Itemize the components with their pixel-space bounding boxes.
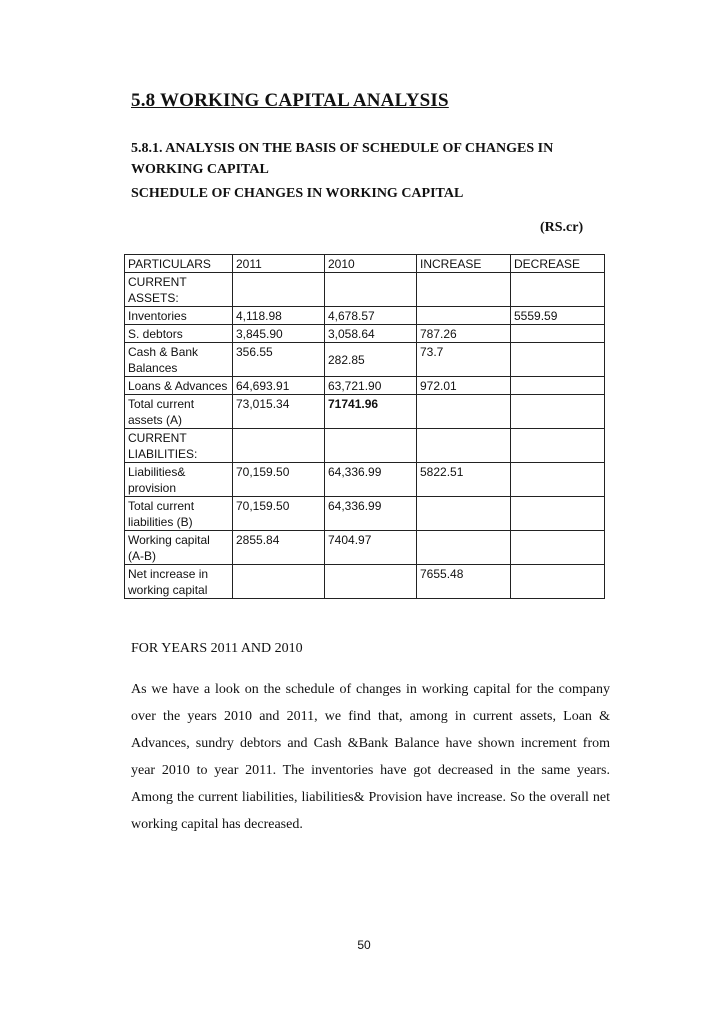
table-row: [125, 497, 605, 531]
row-label: Cash & Bank Balances: [125, 343, 233, 377]
analysis-paragraph: As we have a look on the schedule of changes in working capital for the company over the years 2010 and 2011, we find that, among in current assets, Loan & Advances, sundry debtors and Cash &Bank Balance have shown increment from year 2010 to year 2011. The inventories have got decreased in the same years. Among the current liabilities, liabilities& Provision have increase. So the overall net working capital has decreased.: [131, 682, 610, 832]
cell-decrease: [511, 395, 605, 429]
row-label: Loans & Advances: [125, 377, 233, 395]
table-title: SCHEDULE OF CHANGES IN WORKING CAPITAL: [131, 186, 464, 201]
table-row: [125, 463, 605, 497]
row-label: CURRENT ASSETS:: [125, 273, 233, 307]
cell-increase: 5822.51: [417, 463, 511, 497]
row-label: Liabilities& provision: [125, 463, 233, 497]
cell-2011: 70,159.50: [233, 497, 325, 531]
cell-2011: 4,118.98: [233, 307, 325, 325]
cell-2010: 7404.97: [325, 531, 417, 565]
cell-increase: 73.7: [417, 343, 511, 377]
cell-2010: 4,678.57: [325, 307, 417, 325]
table-row: [125, 565, 605, 599]
cell-decrease: [511, 273, 605, 307]
cell-2010: 64,336.99: [325, 463, 417, 497]
cell-2011: [233, 565, 325, 599]
cell-decrease: [511, 377, 605, 395]
cell-2011: 73,015.34: [233, 395, 325, 429]
cell-2010: 71741.96: [325, 395, 417, 429]
table-row: [125, 429, 605, 463]
row-label: Inventories: [125, 307, 233, 325]
cell-decrease: [511, 497, 605, 531]
cell-2011: [233, 273, 325, 307]
row-label: Net increase in working capital: [125, 565, 233, 599]
cell-increase: 787.26: [417, 325, 511, 343]
period-label: FOR YEARS 2011 AND 2010: [131, 641, 303, 656]
cell-2011: 64,693.91: [233, 377, 325, 395]
cell-2010: 282.85: [325, 343, 417, 377]
cell-decrease: [511, 463, 605, 497]
row-label: Total current assets (A): [125, 395, 233, 429]
cell-increase: [417, 395, 511, 429]
cell-decrease: [511, 429, 605, 463]
table-row: [125, 377, 605, 395]
table-header-row: [125, 255, 605, 273]
subsection-heading: 5.8.1. ANALYSIS ON THE BASIS OF SCHEDULE OF CHANGES IN WORKING CAPITAL: [131, 141, 554, 177]
header-2010: 2010: [325, 255, 417, 273]
header-decrease: DECREASE: [511, 255, 605, 273]
cell-2011: [233, 429, 325, 463]
cell-2010: 64,336.99: [325, 497, 417, 531]
cell-increase: 972.01: [417, 377, 511, 395]
cell-2010: [325, 429, 417, 463]
row-label: Total current liabilities (B): [125, 497, 233, 531]
cell-2011: 70,159.50: [233, 463, 325, 497]
cell-increase: [417, 531, 511, 565]
page-number: 50: [357, 938, 371, 952]
row-label: Working capital (A-B): [125, 531, 233, 565]
cell-2011: 2855.84: [233, 531, 325, 565]
cell-2011: 356.55: [233, 343, 325, 377]
cell-2010: [325, 273, 417, 307]
cell-decrease: [511, 325, 605, 343]
cell-2010: 3,058.64: [325, 325, 417, 343]
table-row: [125, 325, 605, 343]
table-row: [125, 531, 605, 565]
cell-2011: 3,845.90: [233, 325, 325, 343]
header-particulars: PARTICULARS: [125, 255, 233, 273]
working-capital-schedule-table: [124, 254, 605, 599]
cell-decrease: [511, 343, 605, 377]
cell-decrease: [511, 565, 605, 599]
cell-decrease: 5559.59: [511, 307, 605, 325]
cell-decrease: [511, 531, 605, 565]
table-row: [125, 343, 605, 377]
table-row: [125, 273, 605, 307]
table-row: [125, 395, 605, 429]
cell-2010: [325, 565, 417, 599]
row-label: CURRENT LIABILITIES:: [125, 429, 233, 463]
header-2011: 2011: [233, 255, 325, 273]
header-increase: INCREASE: [417, 255, 511, 273]
cell-increase: 7655.48: [417, 565, 511, 599]
section-heading: 5.8 WORKING CAPITAL ANALYSIS: [131, 90, 449, 111]
table-row: [125, 307, 605, 325]
cell-increase: [417, 273, 511, 307]
cell-increase: [417, 497, 511, 531]
cell-2010: 63,721.90: [325, 377, 417, 395]
cell-increase: [417, 307, 511, 325]
unit-label: (RS.cr): [540, 220, 584, 235]
cell-increase: [417, 429, 511, 463]
row-label: S. debtors: [125, 325, 233, 343]
